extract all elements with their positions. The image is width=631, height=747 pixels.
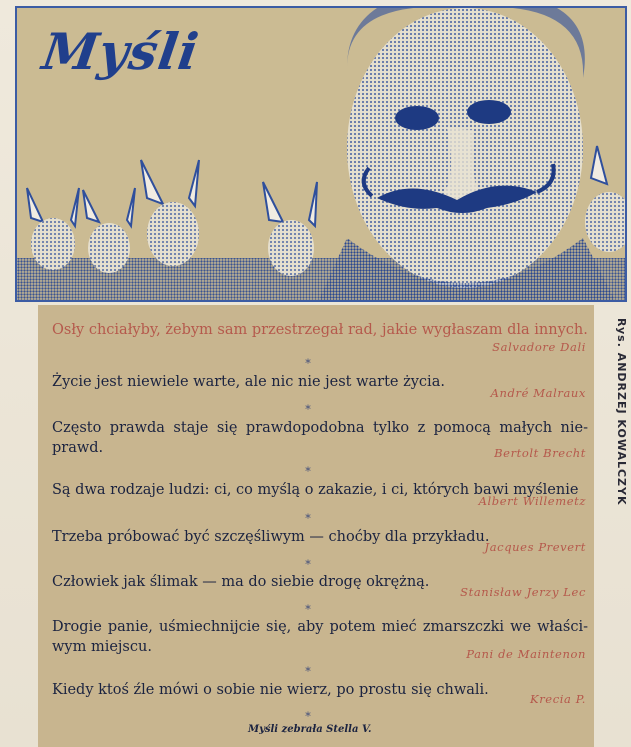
quote-author: André Malraux xyxy=(490,386,586,400)
quote-text: Człowiek jak ślimak — ma do siebie drogę okrężną. xyxy=(52,574,430,590)
masthead-title: Myśli xyxy=(38,22,203,81)
quote-text: Często prawda staje się prawdopodobna tylko z pomocą małych nie-prawd. xyxy=(52,420,588,456)
quote-text: Życie jest niewiele warte, ale nic nie jest warte życia. xyxy=(52,374,445,390)
quote-text: Osły chciałyby, żebym sam przestrzegał rad, jakie wygłaszam dla innych. xyxy=(52,322,588,338)
separator-star: * xyxy=(305,665,311,678)
quote-text: Drogie panie, uśmiechnijcie się, aby potem mieć zmarszczki we właści-wym miejscu. xyxy=(52,619,588,655)
quote-text: Trzeba próbować być szczęśliwym — choćby dla przykładu. xyxy=(52,529,490,545)
quote-text: Kiedy ktoś źle mówi o sobie nie wierz, po prostu się chwali. xyxy=(52,682,489,698)
illustrator-credit: Rys. ANDRZEJ KOWALCZYK xyxy=(615,318,628,506)
compiler-credit: Myśli zebrała Stella V. xyxy=(248,724,372,735)
separator-star: * xyxy=(305,603,311,616)
quote-author: Pani de Maintenon xyxy=(466,647,586,661)
quote-text: Są dwa rodzaje ludzi: ci, co myślą o zakazie, i ci, których bawi myślenie xyxy=(52,482,579,498)
quote-author: Bertolt Brecht xyxy=(494,446,586,460)
separator-star: * xyxy=(305,403,311,416)
separator-star: * xyxy=(305,357,311,370)
quote-author: Krecia P. xyxy=(530,692,586,706)
separator-star: * xyxy=(305,558,311,571)
quote-author: Salvadore Dali xyxy=(492,340,586,354)
separator-star: * xyxy=(305,710,311,723)
quote-author: Stanisław Jerzy Lec xyxy=(460,585,586,599)
quote-author: Jacques Prevert xyxy=(484,540,586,554)
separator-star: * xyxy=(305,465,311,478)
header-illustration xyxy=(15,6,627,302)
large-portrait xyxy=(317,8,617,302)
separator-star: * xyxy=(305,512,311,525)
quote-author: Albert Willemetz xyxy=(478,494,586,508)
